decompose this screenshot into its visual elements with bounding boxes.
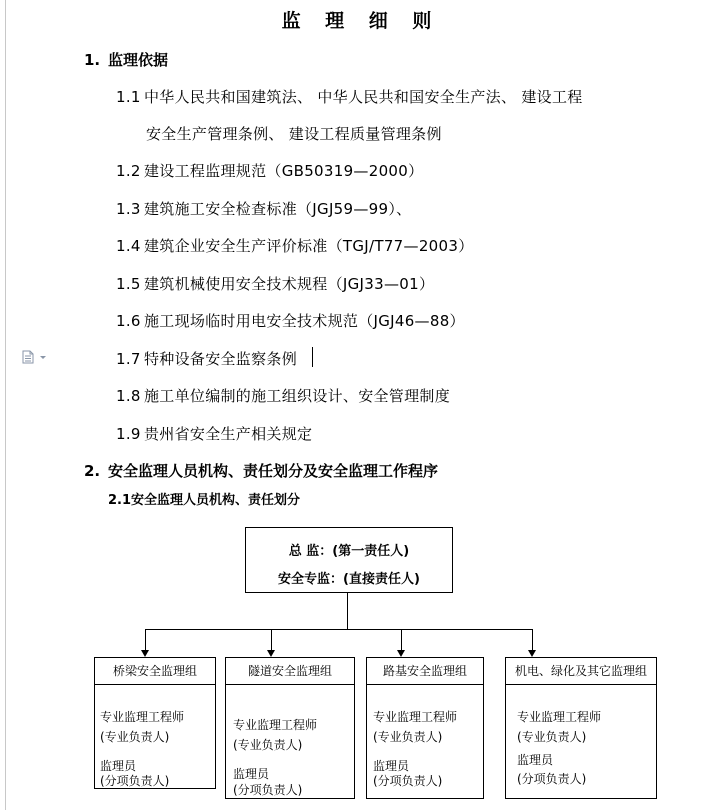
arrow-down-icon bbox=[397, 650, 405, 657]
safety-supervisor-label: 安全专监：(直接责任人) bbox=[278, 572, 420, 587]
page-edge bbox=[5, 0, 6, 810]
list-item-1-3 bbox=[116, 198, 411, 219]
supervisor-role: (分项负责人) bbox=[233, 783, 303, 797]
list-item-1-1 bbox=[116, 86, 583, 107]
engineer-label: 专业监理工程师 bbox=[233, 718, 318, 732]
arrow-down-icon bbox=[267, 650, 275, 657]
item-number: 1.9 bbox=[116, 425, 141, 443]
supervisor-label: 监理员 bbox=[100, 759, 137, 773]
group-box-electromechanical bbox=[505, 657, 657, 799]
item-text: 中华人民共和国建筑法、 中华人民共和国安全生产法、 建设工程 bbox=[144, 88, 583, 106]
list-item-1-1-continuation: 安全生产管理条例、 建设工程质量管理条例 bbox=[146, 125, 442, 143]
group-name: 机电、绿化及其它监理组 bbox=[506, 658, 656, 685]
document-icon[interactable] bbox=[22, 349, 48, 368]
chief-supervisor-label: 总 监：(第一责任人) bbox=[288, 544, 410, 559]
item-number: 1.2 bbox=[116, 162, 141, 180]
org-head-box bbox=[245, 527, 453, 593]
list-item-1-9 bbox=[116, 423, 312, 444]
item-text: 建设工程监理规范（GB50319—2000） bbox=[144, 162, 424, 180]
list-item-1-2 bbox=[116, 160, 423, 181]
item-number: 1.4 bbox=[116, 237, 141, 255]
supervisor-role: (分项负责人) bbox=[373, 774, 443, 788]
group-name: 桥梁安全监理组 bbox=[95, 658, 215, 685]
list-item-1-7 bbox=[116, 348, 297, 369]
item-number: 1.6 bbox=[116, 312, 141, 330]
supervisor-role: (分项负责人) bbox=[100, 774, 170, 788]
connector-horizontal bbox=[145, 629, 533, 630]
connector-drop bbox=[401, 629, 402, 650]
item-text: 特种设备安全监察条例 bbox=[144, 350, 298, 368]
engineer-label: 专业监理工程师 bbox=[100, 710, 185, 724]
arrow-down-icon bbox=[141, 650, 149, 657]
section-number: 2. bbox=[84, 462, 101, 480]
list-item-1-6 bbox=[116, 310, 465, 331]
engineer-role: (专业负责人) bbox=[233, 738, 303, 752]
engineer-role: (专业负责人) bbox=[100, 730, 170, 744]
item-text: 贵州省安全生产相关规定 bbox=[144, 425, 313, 443]
connector-vertical bbox=[347, 592, 348, 629]
engineer-role: (专业负责人) bbox=[373, 730, 443, 744]
supervisor-role: (分项负责人) bbox=[517, 772, 587, 786]
section-title: 安全监理人员机构、责任划分及安全监理工作程序 bbox=[108, 462, 439, 480]
item-text: 建筑机械使用安全技术规程（JGJ33—01） bbox=[144, 275, 435, 293]
subsection-2-1-heading: 2.1安全监理人员机构、责任划分 bbox=[108, 493, 301, 508]
supervisor-label: 监理员 bbox=[517, 753, 554, 767]
group-name: 路基安全监理组 bbox=[367, 658, 483, 685]
connector-drop bbox=[145, 629, 146, 650]
section-number: 1. bbox=[84, 51, 101, 69]
arrow-down-icon bbox=[528, 650, 536, 657]
list-item-1-4 bbox=[116, 235, 474, 256]
item-number: 1.1 bbox=[116, 88, 141, 106]
group-box-bridge bbox=[94, 657, 216, 789]
list-item-1-5 bbox=[116, 273, 434, 294]
text-cursor bbox=[312, 347, 313, 367]
item-number: 1.8 bbox=[116, 387, 141, 405]
group-box-roadbed bbox=[366, 657, 484, 799]
section-1-heading bbox=[84, 49, 168, 70]
document-title: 监 理 细 则 bbox=[281, 10, 441, 32]
item-number: 1.3 bbox=[116, 200, 141, 218]
chevron-down-icon bbox=[40, 356, 46, 359]
group-box-tunnel bbox=[225, 657, 355, 799]
list-item-1-8 bbox=[116, 385, 450, 406]
group-name: 隧道安全监理组 bbox=[226, 658, 354, 685]
item-text: 施工现场临时用电安全技术规范（JGJ46—88） bbox=[144, 312, 465, 330]
section-title: 监理依据 bbox=[108, 51, 169, 69]
connector-drop bbox=[532, 629, 533, 650]
item-number: 1.7 bbox=[116, 350, 141, 368]
supervisor-label: 监理员 bbox=[373, 759, 410, 773]
section-2-heading bbox=[84, 460, 438, 481]
item-text: 建筑施工安全检查标准（JGJ59—99）、 bbox=[144, 200, 412, 218]
engineer-label: 专业监理工程师 bbox=[517, 710, 602, 724]
connector-drop bbox=[271, 629, 272, 650]
supervisor-label: 监理员 bbox=[233, 767, 270, 781]
item-text: 建筑企业安全生产评价标准（TGJ/T77—2003） bbox=[144, 237, 474, 255]
engineer-role: (专业负责人) bbox=[517, 730, 587, 744]
item-number: 1.5 bbox=[116, 275, 141, 293]
engineer-label: 专业监理工程师 bbox=[373, 710, 458, 724]
item-text: 施工单位编制的施工组织设计、安全管理制度 bbox=[144, 387, 451, 405]
